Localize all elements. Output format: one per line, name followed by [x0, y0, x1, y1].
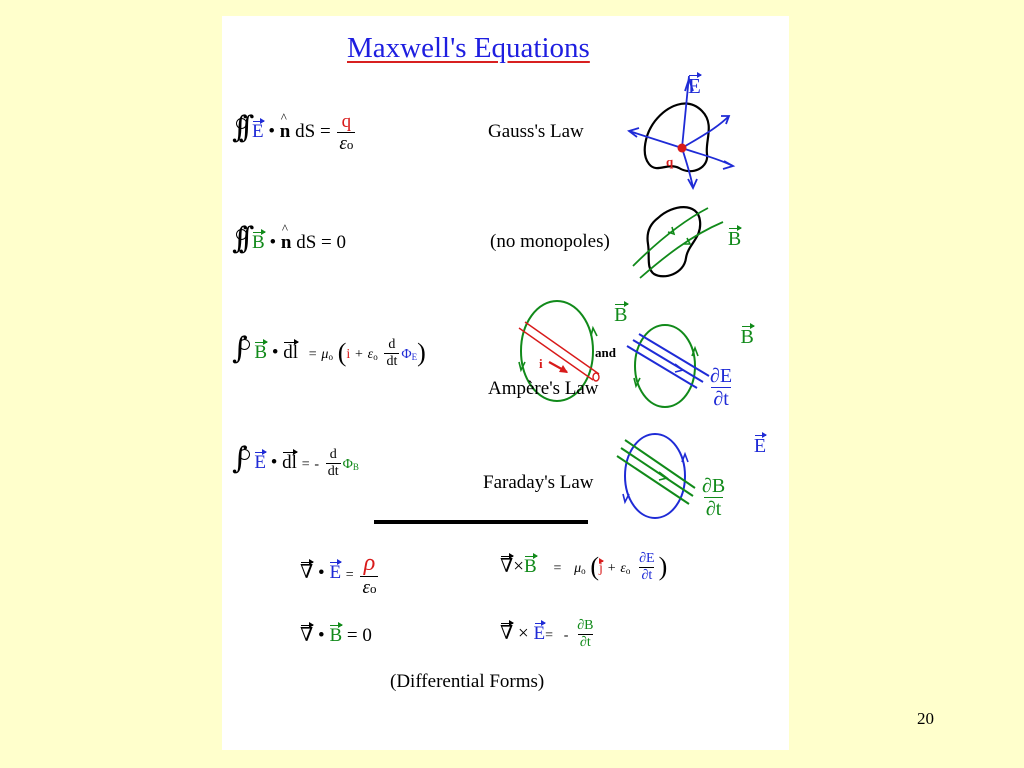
partial-t-symbol: ∂t — [579, 635, 591, 650]
left-paren: ( — [337, 338, 347, 367]
no-monopoles-differential-equation — [300, 626, 372, 645]
field-line-left — [629, 131, 682, 148]
charge-over-epsilon-fraction — [337, 112, 355, 153]
electric-field-symbol: E — [329, 562, 342, 584]
equals-symbol: = — [301, 457, 310, 472]
flux-subscript-e: E — [411, 352, 418, 362]
dt-symbol: dt — [386, 354, 398, 370]
subscript-o: o — [369, 581, 377, 596]
partial-e-symbol: ∂E — [639, 551, 655, 566]
left-paren: ( — [590, 551, 600, 581]
electric-flux-symbol: Φ — [401, 347, 412, 362]
d-symbol: d — [388, 337, 396, 353]
current-label: i — [539, 356, 543, 371]
subscript-o: o — [346, 137, 354, 152]
equals-symbol: = — [545, 627, 554, 643]
magnetic-field-symbol: B — [254, 342, 268, 363]
db-dt-fraction — [700, 476, 727, 519]
current-symbol: i — [346, 347, 351, 362]
gauss-differential-equation — [300, 551, 380, 597]
dot-product-symbol: • — [318, 625, 325, 646]
b-field-label: B — [727, 228, 742, 250]
electric-field-symbol: E — [252, 120, 264, 142]
ampere-differential-equation — [500, 552, 667, 583]
charge-symbol: q — [341, 111, 352, 132]
db-dt-label — [698, 476, 729, 519]
field-line-down — [682, 148, 693, 188]
arrow-right-icon — [723, 161, 733, 169]
closed-surface-ring — [236, 229, 247, 240]
arrow-icon — [682, 454, 688, 462]
arrow-icon — [668, 227, 674, 234]
ampere-law-equation — [232, 331, 426, 370]
minus-symbol: - — [314, 457, 320, 472]
closed-loop-ring — [239, 339, 250, 350]
field-line-upright — [682, 116, 729, 148]
line-integral-symbol: ∫ — [232, 441, 248, 476]
cross-product-symbol: × — [518, 622, 529, 644]
partial-b-symbol: ∂B — [702, 475, 726, 497]
magnetic-field-symbol: B — [329, 625, 343, 646]
faraday-law-label: Faraday's Law — [483, 472, 594, 493]
faraday-diagram — [615, 428, 697, 528]
time-derivative-fraction — [326, 448, 341, 479]
magnetic-flux-symbol: Φ — [342, 457, 353, 472]
e-field-label: E — [753, 435, 767, 457]
equals-symbol: = — [319, 120, 331, 142]
b-field-label: B — [614, 304, 628, 326]
equals-symbol: = — [308, 347, 317, 362]
e-field-label: E — [688, 74, 701, 98]
ampere-displacement-diagram — [625, 316, 715, 421]
nabla-symbol: ∇ — [300, 625, 314, 646]
gauss-law-equation — [232, 109, 357, 154]
subscript-o: o — [581, 565, 586, 576]
nabla-symbol: ∇ — [500, 622, 514, 644]
line-element-symbol: dl — [283, 342, 299, 363]
mu-symbol: μ — [321, 347, 329, 362]
partial-t-symbol: ∂t — [713, 388, 729, 410]
dot-product-symbol: • — [270, 452, 278, 473]
dot-product-symbol: • — [269, 232, 277, 253]
surface-integral-symbol: ∫∫ — [232, 109, 246, 145]
d-symbol: d — [329, 447, 337, 463]
cross-product-symbol: × — [513, 555, 524, 577]
magnetic-field-symbol: B — [252, 232, 265, 253]
charge-label: q — [666, 154, 674, 169]
nabla-symbol: ∇ — [500, 555, 514, 577]
subscript-o: o — [328, 352, 333, 362]
charge-density-symbol: ρ — [363, 550, 376, 576]
magnetic-field-symbol: B — [524, 555, 537, 577]
point-charge — [678, 144, 687, 153]
and-label: and — [595, 345, 616, 360]
surface-element-symbol: dS — [295, 120, 316, 142]
epsilon-symbol: ε — [620, 560, 626, 576]
minus-symbol: - — [563, 627, 569, 643]
gauss-law-diagram — [627, 76, 737, 191]
slide-panel — [222, 16, 789, 750]
line-element-symbol: dl — [282, 452, 297, 473]
surface-element-symbol: dS — [296, 232, 317, 253]
de-dt-fraction — [637, 552, 656, 583]
flux-subscript-b: B — [352, 462, 359, 472]
electric-field-symbol: E — [533, 622, 546, 644]
arrow-icon — [591, 328, 597, 336]
closed-surface-ring — [236, 118, 247, 129]
dot-product-symbol: • — [268, 120, 276, 142]
epsilon-symbol: ε — [362, 577, 370, 598]
equals-symbol: = — [553, 560, 562, 576]
nabla-symbol: ∇ — [300, 562, 314, 584]
e-field-line-2 — [633, 340, 703, 382]
time-derivative-fraction — [384, 338, 399, 369]
subscript-o: o — [373, 352, 378, 362]
partial-e-symbol: ∂E — [710, 365, 733, 387]
db-dt-fraction — [575, 619, 595, 650]
subscript-o: o — [625, 565, 631, 576]
rho-over-epsilon-fraction — [360, 551, 378, 597]
wire-edge-bottom — [525, 322, 599, 374]
equals-symbol: = — [321, 232, 332, 253]
right-paren: ) — [658, 551, 668, 581]
no-monopoles-diagram — [628, 196, 728, 288]
mu-symbol: μ — [574, 560, 582, 576]
surface-integral-symbol: ∫∫ — [232, 221, 246, 256]
equals-symbol: = — [346, 625, 358, 646]
arrow-icon — [623, 494, 629, 502]
normal-vector-symbol: ^ n — [281, 233, 292, 252]
faraday-law-equation — [232, 441, 359, 480]
no-monopoles-label: (no monopoles) — [490, 231, 610, 252]
slide-number: 20 — [917, 709, 934, 728]
current-density-symbol: j — [599, 560, 603, 576]
epsilon-symbol: ε — [339, 133, 347, 154]
zero-value: 0 — [336, 232, 346, 253]
partial-b-symbol: ∂B — [577, 618, 594, 633]
plus-symbol: + — [607, 560, 616, 576]
dot-product-symbol: • — [271, 342, 279, 363]
equals-symbol: = — [345, 567, 354, 583]
section-divider — [374, 520, 588, 524]
closed-loop-ring — [239, 449, 250, 460]
line-integral-symbol: ∫ — [232, 331, 248, 366]
faraday-differential-equation — [500, 619, 597, 650]
gauss-law-label: Gauss's Law — [488, 121, 584, 142]
zero-value: 0 — [362, 625, 372, 646]
dot-product-symbol: • — [318, 562, 325, 584]
page-title: Maxwell's Equations — [347, 32, 590, 64]
electric-field-symbol: E — [254, 452, 266, 473]
plus-symbol: + — [355, 347, 363, 362]
partial-t-symbol: ∂t — [641, 568, 653, 583]
partial-t-symbol: ∂t — [705, 498, 722, 520]
b-field-label: B — [740, 326, 754, 348]
right-paren: ) — [417, 338, 426, 367]
epsilon-symbol: ε — [367, 347, 374, 362]
no-monopoles-equation — [232, 221, 346, 256]
normal-vector-symbol: ^ n — [280, 122, 291, 141]
de-dt-label — [706, 366, 736, 409]
differential-forms-caption: (Differential Forms) — [390, 671, 545, 692]
wire-edge-top — [519, 328, 593, 380]
e-field-line-3 — [639, 334, 709, 376]
dt-symbol: dt — [327, 464, 339, 480]
de-dt-fraction — [708, 366, 734, 409]
ampere-law-label: Ampère's Law — [488, 378, 599, 399]
